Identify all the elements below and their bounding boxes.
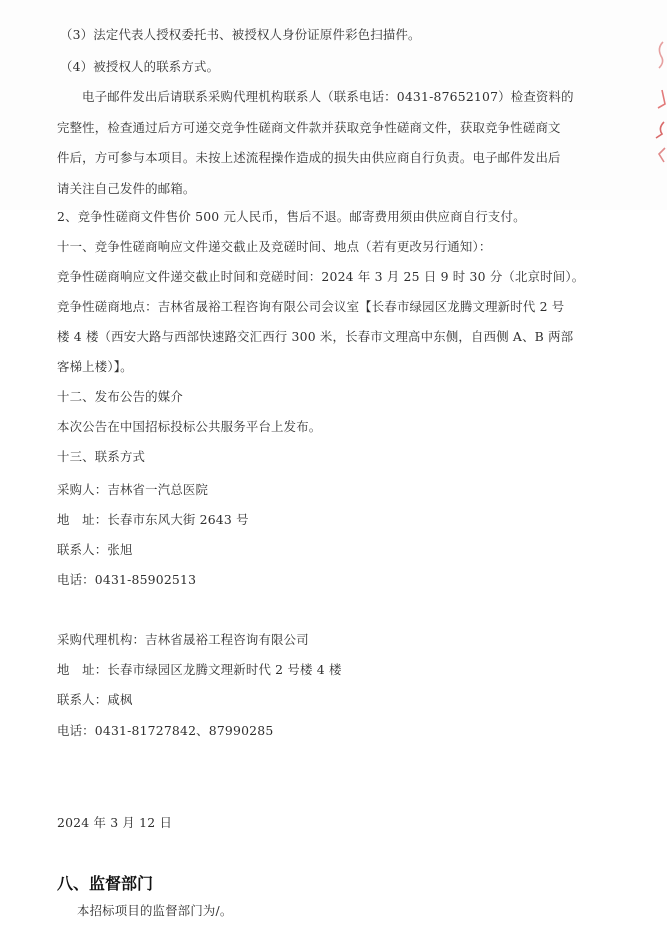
purchaser-phone: 电话：0431-85902513	[57, 572, 197, 587]
supervision-section-body: 本招标项目的监督部门为/。	[77, 903, 233, 918]
doc-line: 完整性，检查通过后方可递交竞争性磋商文件款并获取竞争性磋商文件，获取竞争性磋商文	[57, 120, 561, 135]
agency-phone: 电话：0431-81727842、87990285	[57, 723, 274, 738]
purchaser-contact: 联系人：张旭	[57, 542, 133, 557]
section-heading: 十三、联系方式	[57, 449, 146, 464]
doc-line: 电子邮件发出后请联系采购代理机构联系人（联系电话：0431-87652107）检查资料的	[82, 89, 574, 104]
doc-line: 2、竞争性磋商文件售价 500 元人民币，售后不退。邮寄费用须由供应商自行支付。	[57, 209, 526, 224]
agency-contact: 联系人：咸枫	[57, 692, 133, 707]
doc-line: 客梯上楼）】。	[57, 359, 133, 374]
red-seal-stamp-fragment	[653, 38, 667, 170]
doc-line: 件后，方可参与本项目。未按上述流程操作造成的损失由供应商自行负责。电子邮件发出后	[57, 150, 561, 165]
doc-line: 请关注自己发件的邮箱。	[57, 181, 196, 196]
doc-line: （3）法定代表人授权委托书、被授权人身份证原件彩色扫描件。	[60, 27, 421, 42]
section-heading: 十二、发布公告的媒介	[57, 389, 183, 404]
document-date: 2024 年 3 月 12 日	[57, 815, 173, 830]
doc-line: （4）被授权人的联系方式。	[60, 59, 220, 74]
doc-line: 竞争性磋商响应文件递交截止时间和竞磋时间：2024 年 3 月 25 日 9 时 30 分（北京时间）。	[57, 269, 585, 284]
doc-line: 十一、竞争性磋商响应文件递交截止及竞磋时间、地点（若有更改另行通知）：	[57, 239, 492, 254]
purchaser-address: 地 址：长春市东风大街 2643 号	[57, 512, 249, 527]
doc-line: 楼 4 楼（西安大路与西部快速路交汇西行 300 米，长春市文理高中东侧，自西侧 A、B 两部	[57, 329, 574, 344]
purchaser-name: 采购人：吉林省一汽总医院	[57, 482, 209, 497]
doc-line: 本次公告在中国招标投标公共服务平台上发布。	[57, 419, 322, 434]
supervision-section-title: 八、监督部门	[57, 874, 154, 893]
agency-address: 地 址：长春市绿园区龙腾文理新时代 2 号楼 4 楼	[57, 662, 342, 677]
doc-line: 竞争性磋商地点：吉林省晟裕工程咨询有限公司会议室【长春市绿园区龙腾文理新时代 2 号	[57, 299, 565, 314]
agency-name: 采购代理机构：吉林省晟裕工程咨询有限公司	[57, 632, 309, 647]
